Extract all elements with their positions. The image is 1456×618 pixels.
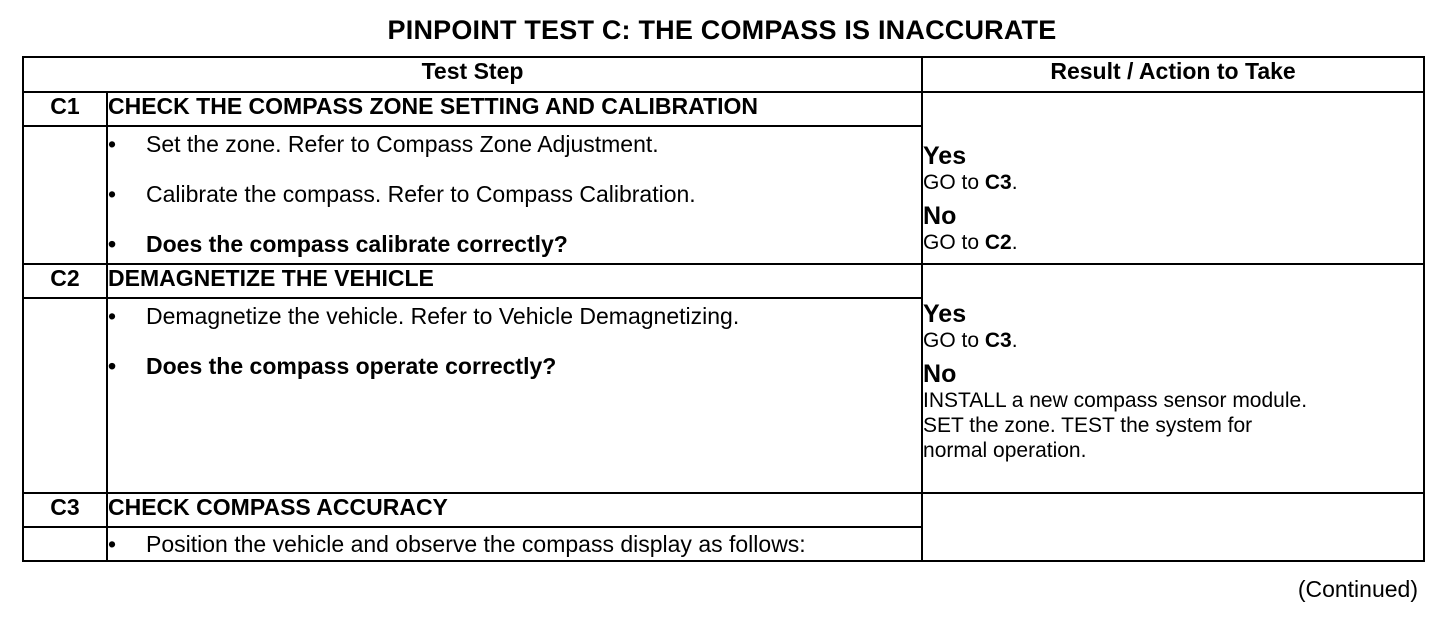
result-no-label: No bbox=[923, 360, 957, 388]
step-id: C2 bbox=[23, 264, 107, 298]
list-item: • Calibrate the compass. Refer to Compass Calibration. bbox=[108, 181, 696, 207]
table-header-row bbox=[23, 57, 1424, 92]
step-c3-bullets bbox=[107, 527, 922, 561]
list-item: • Does the compass operate correctly? bbox=[108, 353, 557, 379]
header-result-action: Result / Action to Take bbox=[922, 57, 1424, 92]
list-item: • Position the vehicle and observe the compass display as follows: bbox=[108, 530, 806, 557]
list-item: • Set the zone. Refer to Compass Zone Adjustment. bbox=[108, 131, 659, 157]
result-no-line: INSTALL a new compass sensor module. bbox=[923, 389, 1308, 412]
id-spacer bbox=[23, 298, 107, 493]
step-c3-title-row bbox=[23, 493, 1424, 527]
result-yes-action: GO to C3. bbox=[923, 329, 1018, 352]
list-item: • Demagnetize the vehicle. Refer to Vehicle Demagnetizing. bbox=[108, 303, 740, 329]
id-spacer bbox=[23, 527, 107, 561]
step-c3-result bbox=[922, 493, 1424, 561]
result-yes-label: Yes bbox=[923, 300, 967, 328]
step-title: DEMAGNETIZE THE VEHICLE bbox=[107, 264, 922, 298]
list-item: • Does the compass calibrate correctly? bbox=[108, 231, 568, 257]
result-no-line: SET the zone. TEST the system for bbox=[923, 414, 1253, 437]
pinpoint-test-table bbox=[22, 56, 1425, 562]
step-c2-bullets bbox=[107, 298, 922, 493]
page-title: PINPOINT TEST C: THE COMPASS IS INACCURATE bbox=[387, 15, 1057, 45]
header-test-step: Test Step bbox=[23, 57, 922, 92]
step-title: CHECK THE COMPASS ZONE SETTING AND CALIBRATION bbox=[107, 92, 922, 126]
step-title: CHECK COMPASS ACCURACY bbox=[107, 493, 922, 527]
step-c1-title-row bbox=[23, 92, 1424, 126]
result-yes-label: Yes bbox=[923, 142, 967, 170]
step-c1-result bbox=[922, 92, 1424, 264]
result-no-action: GO to C2. bbox=[923, 231, 1018, 254]
step-c2-title-row bbox=[23, 264, 1424, 298]
step-c2-result bbox=[922, 264, 1424, 493]
continued-note: (Continued) bbox=[1297, 576, 1418, 602]
result-no-label: No bbox=[923, 202, 957, 230]
step-c1-bullets bbox=[107, 126, 922, 264]
step-id: C1 bbox=[23, 92, 107, 126]
step-id: C3 bbox=[23, 493, 107, 527]
id-spacer bbox=[23, 126, 107, 264]
result-no-line: normal operation. bbox=[923, 439, 1087, 462]
result-yes-action: GO to C3. bbox=[923, 171, 1018, 194]
